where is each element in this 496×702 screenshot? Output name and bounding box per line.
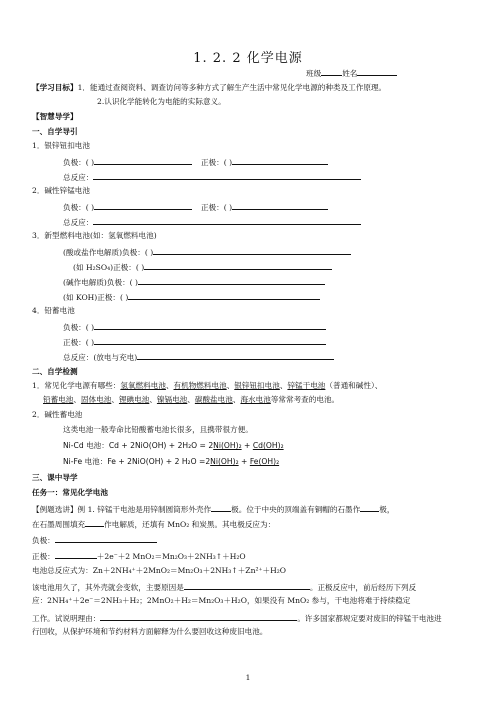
nife-equation: Fe + 2NiO(OH) + 2 H₂O =2 bbox=[107, 457, 211, 466]
sz-electrodes-line bbox=[63, 156, 328, 168]
goals-line-1 bbox=[32, 83, 386, 93]
lead-total-line bbox=[63, 351, 334, 363]
example-para-line-3 bbox=[32, 612, 442, 624]
fc-base-neg-blank[interactable] bbox=[138, 276, 325, 285]
sz-total-line bbox=[63, 171, 361, 183]
alk-total-line bbox=[63, 216, 361, 228]
goals-item-1: 1．能通过查阅资料、调查访问等多种方式了解生产生活中常见化学电源的种类及工作原理。 bbox=[77, 83, 387, 92]
answer-silver-zinc: 银锌钮扣电池 bbox=[234, 381, 280, 390]
lead-pos-label: 正极：( ) bbox=[63, 338, 95, 347]
answer-zinc-manganese: 锌锰干电池 bbox=[287, 381, 326, 390]
para-text-c: 工作。试说明理由： bbox=[32, 614, 101, 623]
q2-heading: 2．碱性蓄电池 bbox=[32, 410, 83, 419]
q2-description: 这类电池一般寿命比铅酸蓄电池长很多，且携带很方便。 bbox=[63, 425, 253, 434]
alk-total-label: 总反应： bbox=[63, 218, 94, 227]
example-para-line-4: 行回收，从保护环境和节约材料方面解释为什么要回收这种废旧电池。 bbox=[32, 627, 268, 636]
example-para-line-1 bbox=[32, 581, 416, 593]
lead-neg-line bbox=[63, 321, 326, 333]
nife-line bbox=[63, 457, 279, 467]
fc-base-neg-line bbox=[63, 276, 325, 288]
alk-pos-blank[interactable] bbox=[232, 201, 328, 210]
page-title: 1. 2. 2 化学电源 bbox=[193, 51, 303, 66]
nife-product-1: Ni(OH)₂ bbox=[210, 457, 239, 466]
para-text-b: 。正极反应中，前后经历下列反 bbox=[309, 583, 417, 592]
sz-neg-blank[interactable] bbox=[94, 156, 192, 165]
section-1-heading: 一、自学导引 bbox=[32, 127, 78, 136]
guide-heading: 【智慧导学】 bbox=[32, 112, 78, 121]
sz-total-blank[interactable] bbox=[93, 171, 361, 180]
item-lead-acid-battery: 4．铅蓄电池 bbox=[32, 306, 75, 315]
fc-base-neg-label: (碱作电解质)负极：( ) bbox=[63, 278, 139, 287]
para-blank-2[interactable] bbox=[100, 612, 297, 621]
item-alkaline-battery: 2．碱性锌锰电池 bbox=[32, 186, 90, 195]
example-neg-label: 负极： bbox=[32, 536, 55, 545]
lead-total-label: 总反应：(放电与充电) bbox=[63, 353, 138, 362]
answer-nickel-cadmium: 镍镉电池 bbox=[156, 395, 188, 404]
q1-line-2: 铅蓄电池、固体电池、锂碘电池、镍镉电池、碳酸盐电池、海水电池等常常考查的电池。 bbox=[43, 395, 340, 404]
lead-pos-blank[interactable] bbox=[94, 336, 326, 345]
alk-neg-blank[interactable] bbox=[94, 201, 192, 210]
lead-neg-blank[interactable] bbox=[94, 321, 326, 330]
example-line-1 bbox=[32, 503, 394, 515]
example-neg-blank[interactable] bbox=[55, 534, 157, 543]
class-name-line bbox=[306, 67, 397, 79]
lead-pos-line bbox=[63, 336, 326, 348]
example-text-c: 极， bbox=[379, 505, 395, 514]
para-blank-1[interactable] bbox=[184, 581, 310, 590]
fc-acid-pos-label: (如 H₂SO₄)正极：( ) bbox=[73, 263, 145, 272]
nife-product-2: Fe(OH)₂ bbox=[249, 457, 280, 466]
goals-label: 【学习目标】 bbox=[32, 83, 78, 92]
fc-acid-pos-blank[interactable] bbox=[144, 261, 332, 270]
fc-base-pos-line bbox=[63, 291, 320, 303]
class-label: 班级 bbox=[306, 69, 322, 78]
alk-total-blank[interactable] bbox=[93, 216, 361, 225]
sz-total-label: 总反应： bbox=[63, 173, 94, 182]
sz-pos-label: 正极：( ) bbox=[200, 158, 233, 167]
nicd-product-2: Cd(OH)₂ bbox=[252, 441, 284, 450]
q1-ending: 等常常考查的电池。 bbox=[270, 395, 340, 404]
alk-pos-label: 正极：( ) bbox=[200, 203, 233, 212]
q1-note: （普通和碱性）、 bbox=[325, 381, 383, 390]
sz-pos-blank[interactable] bbox=[232, 156, 328, 165]
goals-item-2: 2.认识化学能转化为电能的实际意义。 bbox=[97, 97, 226, 106]
task-1-heading: 任务一：常见化学电池 bbox=[32, 488, 108, 497]
example-text-e: 作电解质，还填有 MnO₂ 和炭黑。其电极反应为： bbox=[104, 520, 276, 529]
para-text-a: 该电池用久了，其外壳就会变软，主要原因是 bbox=[32, 583, 184, 592]
alk-electrodes-line bbox=[63, 201, 328, 213]
example-text-b: 极。位于中央的顶端盖有铜帽的石墨作 bbox=[231, 505, 361, 514]
fc-acid-neg-label: (酸或盐作电解质)负极：( ) bbox=[63, 248, 154, 257]
example-text-d: 在石墨周围填充 bbox=[32, 520, 86, 529]
nicd-line bbox=[63, 441, 284, 451]
answer-lithium-iodine: 锂碘电池 bbox=[118, 395, 150, 404]
answer-seawater: 海水电池 bbox=[240, 395, 271, 404]
q1-prompt: 1．常见化学电源有哪些： bbox=[32, 381, 121, 390]
fc-base-pos-blank[interactable] bbox=[128, 291, 320, 300]
item-fuel-cell: 3．新型燃料电池(如：氢氧燃料电池) bbox=[32, 231, 157, 240]
example-para-line-2: 应：2NH₄⁺＋2e⁻＝2NH₃＋H₂；2MnO₂＋H₂＝Mn₂O₃＋H₂O，如果没有 MnO₂ 参与，干电池将难于持续稳定 bbox=[32, 596, 411, 605]
nicd-product-1: Ni(OH)₂ bbox=[213, 441, 242, 450]
answer-solid-state: 固体电池 bbox=[80, 395, 112, 404]
answer-carbonate: 碳酸盐电池 bbox=[194, 395, 233, 404]
example-pos-blank[interactable] bbox=[55, 550, 97, 559]
nife-label: Ni-Fe 电池： bbox=[63, 457, 108, 466]
example-pos-label: 正极： bbox=[32, 552, 55, 561]
example-blank-2[interactable] bbox=[360, 503, 379, 512]
fc-acid-neg-line bbox=[63, 246, 351, 258]
nicd-label: Ni-Cd 电池： bbox=[63, 441, 109, 450]
nicd-equation: Cd + 2NiO(OH) + 2H₂O = 2 bbox=[108, 441, 214, 450]
nicd-plus: + bbox=[241, 441, 253, 450]
answer-organic-fuel-cell: 有机物燃料电池 bbox=[173, 381, 227, 390]
alk-neg-label: 负极：( ) bbox=[63, 203, 95, 212]
example-neg-line bbox=[32, 534, 157, 546]
name-blank[interactable] bbox=[357, 67, 397, 76]
answer-h2o2-fuel-cell: 氢氧燃料电池 bbox=[120, 381, 166, 390]
example-total-equation: 电池总反应式为：Zn＋2NH₄⁺＋2MnO₂＝Mn₂O₃＋2NH₃↑＋Zn²⁺＋H₂O bbox=[32, 566, 286, 575]
q1-line-1: 1．常见化学电源有哪些：氢氧燃料电池、有机物燃料电池、银锌钮扣电池、锌锰干电池（普通和碱性）、 bbox=[32, 381, 383, 390]
lead-total-blank[interactable] bbox=[137, 351, 334, 360]
sz-neg-label: 负极：( ) bbox=[63, 158, 95, 167]
fc-acid-neg-blank[interactable] bbox=[153, 246, 351, 255]
page-number: 1 bbox=[245, 673, 251, 682]
section-3-heading: 三、课中导学 bbox=[32, 473, 78, 482]
fc-base-pos-label: (如 KOH)正极：( ) bbox=[63, 293, 129, 302]
example-blank-1[interactable] bbox=[211, 503, 231, 512]
para-text-d: 。许多国家都规定要对废旧的锌锰干电池进 bbox=[297, 614, 442, 623]
section-2-heading: 二、自学检测 bbox=[32, 367, 78, 376]
nife-plus: + bbox=[238, 457, 250, 466]
example-text-a: 【例题选讲】例 1. 锌锰干电池是用锌制圆筒形外壳作 bbox=[32, 505, 212, 514]
lead-neg-label: 负极：( ) bbox=[63, 323, 95, 332]
class-blank[interactable] bbox=[321, 67, 342, 76]
fc-acid-pos-line bbox=[73, 261, 332, 273]
example-pos-line bbox=[32, 550, 246, 562]
answer-lead-acid: 铅蓄电池 bbox=[43, 395, 74, 404]
example-line-2 bbox=[32, 518, 275, 530]
example-blank-3[interactable] bbox=[85, 518, 104, 527]
example-pos-equation: ＋2e⁻＋2 MnO₂＝Mn₂O₃＋2NH₃↑＋H₂O bbox=[96, 552, 246, 561]
name-label: 姓名 bbox=[342, 69, 358, 78]
item-silver-zinc-battery: 1．银锌钮扣电池 bbox=[32, 141, 90, 150]
